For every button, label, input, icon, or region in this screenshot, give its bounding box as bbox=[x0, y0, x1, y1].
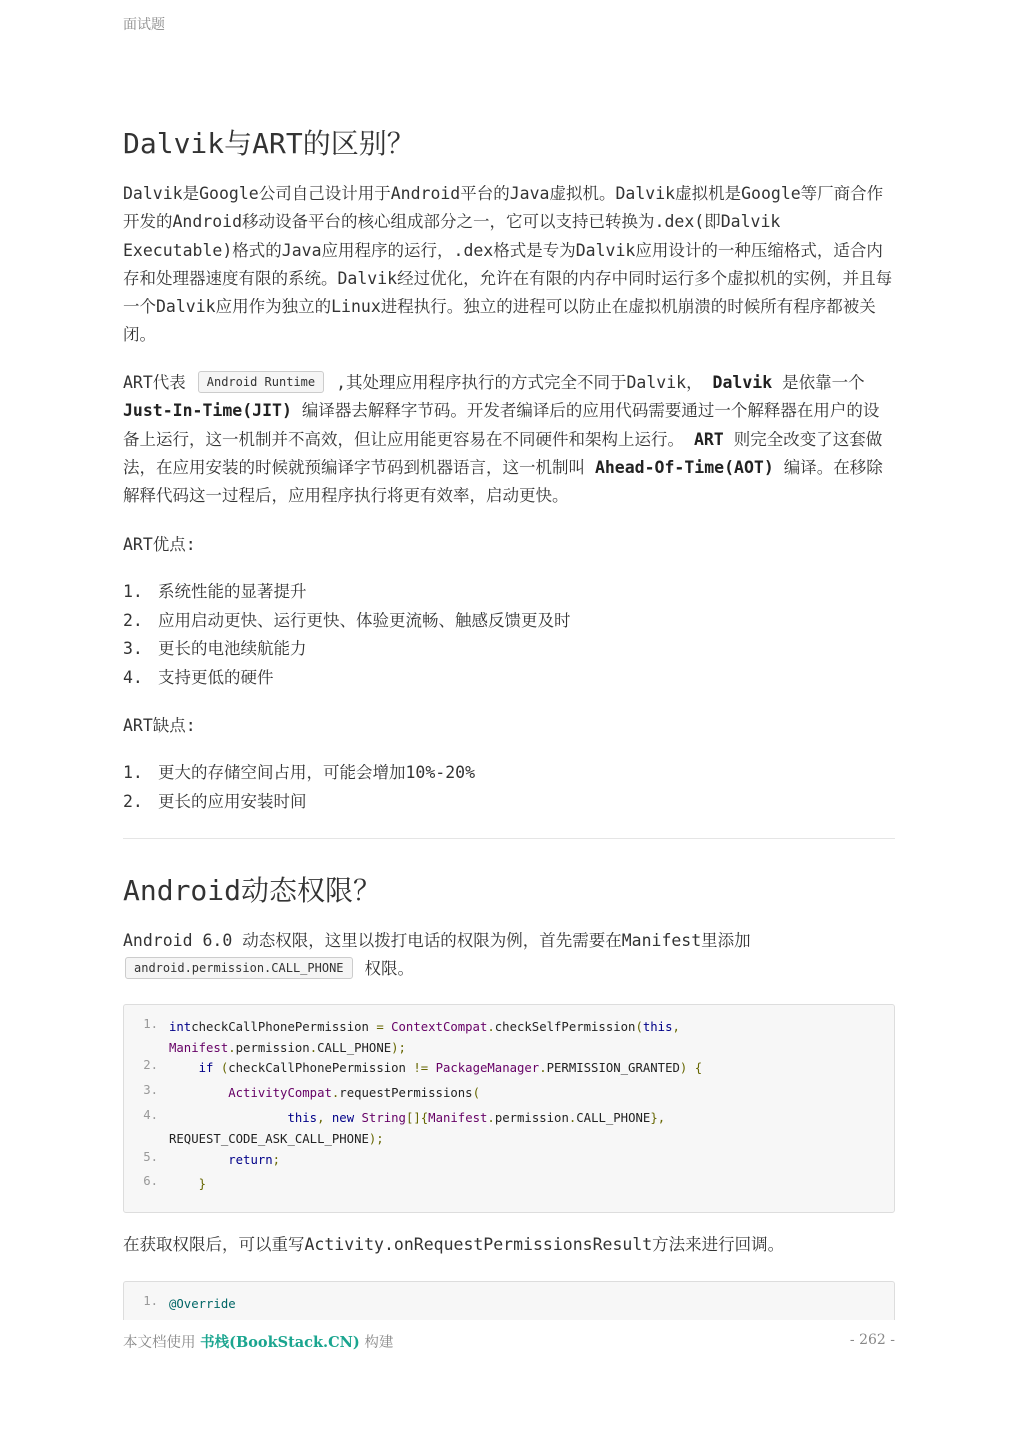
art-cons-label: ART缺点: bbox=[123, 716, 196, 735]
art-bold-jit: Just-In-Time(JIT) bbox=[123, 401, 292, 421]
code-token bbox=[384, 1020, 391, 1034]
code-token bbox=[687, 1061, 694, 1075]
art-text-4: 则完全改变了这套做法，在应用安装的时候就预编译字节码到机器语言，这一机制叫 bbox=[123, 429, 883, 477]
code-token: = bbox=[376, 1020, 384, 1034]
section-title-dalvik-art: Dalvik与ART的区别？ bbox=[123, 127, 415, 160]
callback-paragraph: 在获取权限后，可以重写Activity.onRequestPermissionsResult方法来进行回调。 bbox=[123, 1235, 785, 1254]
code-token: checkSelfPermission bbox=[494, 1020, 636, 1034]
code-token bbox=[213, 1061, 220, 1075]
permission-intro-suffix: 权限。 bbox=[364, 959, 414, 979]
code-token: ); bbox=[368, 1131, 384, 1146]
code-token: CALL_PHONE bbox=[317, 1040, 392, 1055]
bookstack-link[interactable]: 书栈(BookStack.CN) bbox=[200, 1334, 360, 1351]
code-token: { bbox=[694, 1061, 703, 1075]
art-bold-aot: Ahead-Of-Time(AOT) bbox=[594, 457, 774, 477]
code-token: , bbox=[317, 1111, 325, 1125]
code-token bbox=[169, 1111, 287, 1125]
code-token: ( bbox=[472, 1086, 480, 1100]
list-item: 3. 更长的电池续航能力 bbox=[123, 639, 307, 658]
code-block-on-request-result: 1. @Override bbox=[123, 1281, 895, 1320]
art-text-1: ,其处理应用程序执行的方式完全不同于Dalvik， bbox=[336, 373, 703, 392]
code-token bbox=[169, 1177, 199, 1191]
code-token: Manifest bbox=[428, 1111, 488, 1125]
code-token: permission bbox=[235, 1040, 310, 1055]
code-token: . bbox=[568, 1111, 577, 1125]
code-token: permission bbox=[494, 1111, 569, 1125]
art-text-2: 是依靠一个 bbox=[782, 373, 865, 392]
code-token: }, bbox=[650, 1111, 666, 1125]
list-item: 4. 支持更低的硬件 bbox=[123, 667, 274, 687]
art-pros-label: ART优点: bbox=[123, 535, 196, 554]
dalvik-intro-paragraph: Dalvik是Google公司自己设计用于Android平台的Java虚拟机。Dalvik虚拟机是Google等厂商合作开发的Android移动设备平台的核心组成部分之一，它可以支持已转换为.dex(即Dalvik Executable)格式的Java应用程序的运行，.dex格式是专为Dalvik应用设计的一种压缩格式，适合内存和处理器速度有限的系统。Dalvik经过优化，允许在有限的内存中同时运行多个虚拟机的实例，并且每一个Dalvik应用作为独立的Linux进程执行。独立的进程可以防止在虚拟机崩溃的时候所有程序都被关闭。 bbox=[123, 184, 893, 345]
code-token: ( bbox=[220, 1061, 229, 1075]
inline-code-android-runtime: Android Runtime bbox=[198, 371, 324, 393]
code-token bbox=[354, 1111, 361, 1125]
art-bold-art: ART bbox=[693, 429, 724, 449]
code-token bbox=[169, 1086, 228, 1100]
art-cons-list bbox=[123, 759, 895, 816]
code-token: . bbox=[539, 1061, 547, 1075]
code-token: REQUEST_CODE_ASK_CALL_PHONE bbox=[169, 1131, 369, 1146]
list-item: 2. 更长的应用安装时间 bbox=[123, 791, 307, 811]
page-number: - 262 - bbox=[849, 1332, 895, 1348]
code-token: . bbox=[228, 1040, 236, 1055]
code-token: this bbox=[287, 1111, 318, 1125]
art-bold-dalvik: Dalvik bbox=[712, 373, 773, 392]
permission-intro-paragraph bbox=[123, 927, 783, 984]
code-token: ; bbox=[272, 1153, 281, 1167]
list-item: 1. 更大的存储空间占用，可能会增加10%-20% bbox=[123, 763, 476, 782]
inline-code-call-phone: android.permission.CALL_PHONE bbox=[125, 957, 353, 979]
code-token: new bbox=[331, 1111, 355, 1125]
code-token bbox=[169, 1153, 228, 1167]
section-divider bbox=[123, 838, 895, 839]
section-title-dynamic-permissions: Android动态权限？ bbox=[123, 874, 382, 907]
code-token: PackageManager bbox=[435, 1061, 540, 1075]
code-token: String bbox=[361, 1111, 406, 1125]
code-token: requestPermissions bbox=[339, 1086, 473, 1100]
code-token: if bbox=[198, 1061, 214, 1075]
code-token: . bbox=[487, 1111, 495, 1125]
code-token: . bbox=[309, 1040, 318, 1055]
code-block-check-permission: 1. intcheckCallPhonePermission = ContextCompat.checkSelfPermission(this, Manifest.permission.CALL_PHONE); 2. if (checkCallPhonePermission != PackageManager.PERMISSION_GRANTED) { 3. ActivityCompat.requestPermissions( 4. this, new String[]{Manifest.permission.CALL_PHONE}, REQUEST_CODE_ASK_CALL_PHONE); 5. return; 6. } bbox=[123, 1004, 895, 1213]
permission-intro-text: Android 6.0 动态权限，这里以拨打电话的权限为例，首先需要在Manifest里添加 bbox=[123, 931, 751, 950]
code-token: ( bbox=[635, 1020, 643, 1034]
code-token: ActivityCompat bbox=[228, 1086, 332, 1100]
art-paragraph bbox=[123, 369, 895, 510]
code-token: this bbox=[642, 1020, 673, 1034]
code-token: @Override bbox=[169, 1297, 236, 1311]
code-token: != bbox=[413, 1061, 429, 1075]
code-token bbox=[169, 1061, 199, 1075]
list-item: 1. 系统性能的显著提升 bbox=[123, 582, 307, 601]
code-token: , bbox=[672, 1020, 680, 1034]
code-token: PERMISSION_GRANTED bbox=[546, 1061, 680, 1075]
code-token: . bbox=[487, 1020, 495, 1034]
code-token: Manifest bbox=[169, 1040, 229, 1055]
code-token bbox=[428, 1061, 435, 1075]
code-token bbox=[325, 1111, 332, 1125]
code-token: ); bbox=[391, 1040, 406, 1055]
page-header: 面试题 bbox=[123, 17, 165, 33]
code-token: ContextCompat bbox=[391, 1020, 488, 1034]
art-pros-list bbox=[123, 578, 895, 692]
code-token: . bbox=[331, 1086, 340, 1100]
art-text-5: 编译。在移除解释代码这一过程后，应用程序执行将更有效率，启动更快。 bbox=[123, 457, 883, 506]
code-token: []{ bbox=[405, 1111, 429, 1125]
code-token: checkCallPhonePermission bbox=[191, 1020, 377, 1034]
code-token: } bbox=[198, 1177, 207, 1191]
code-token: CALL_PHONE bbox=[576, 1111, 651, 1125]
code-token: ) bbox=[679, 1061, 688, 1075]
code-token: checkCallPhonePermission bbox=[228, 1061, 414, 1075]
art-prefix: ART代表 bbox=[123, 373, 186, 392]
code-token: int bbox=[169, 1020, 192, 1034]
footer-credit: 本文档使用 书栈(BookStack.CN) 构建 bbox=[123, 1334, 394, 1351]
art-text-3: 编译器去解释字节码。开发者编译后的应用代码需要通过一个解释器在用户的设备上运行，这一机制并不高效，但让应用能更容易在不同硬件和架构上运行。 bbox=[123, 401, 880, 449]
code-token: return bbox=[228, 1153, 273, 1167]
list-item: 2. 应用启动更快、运行更快、体验更流畅、触感反馈更及时 bbox=[123, 610, 571, 630]
